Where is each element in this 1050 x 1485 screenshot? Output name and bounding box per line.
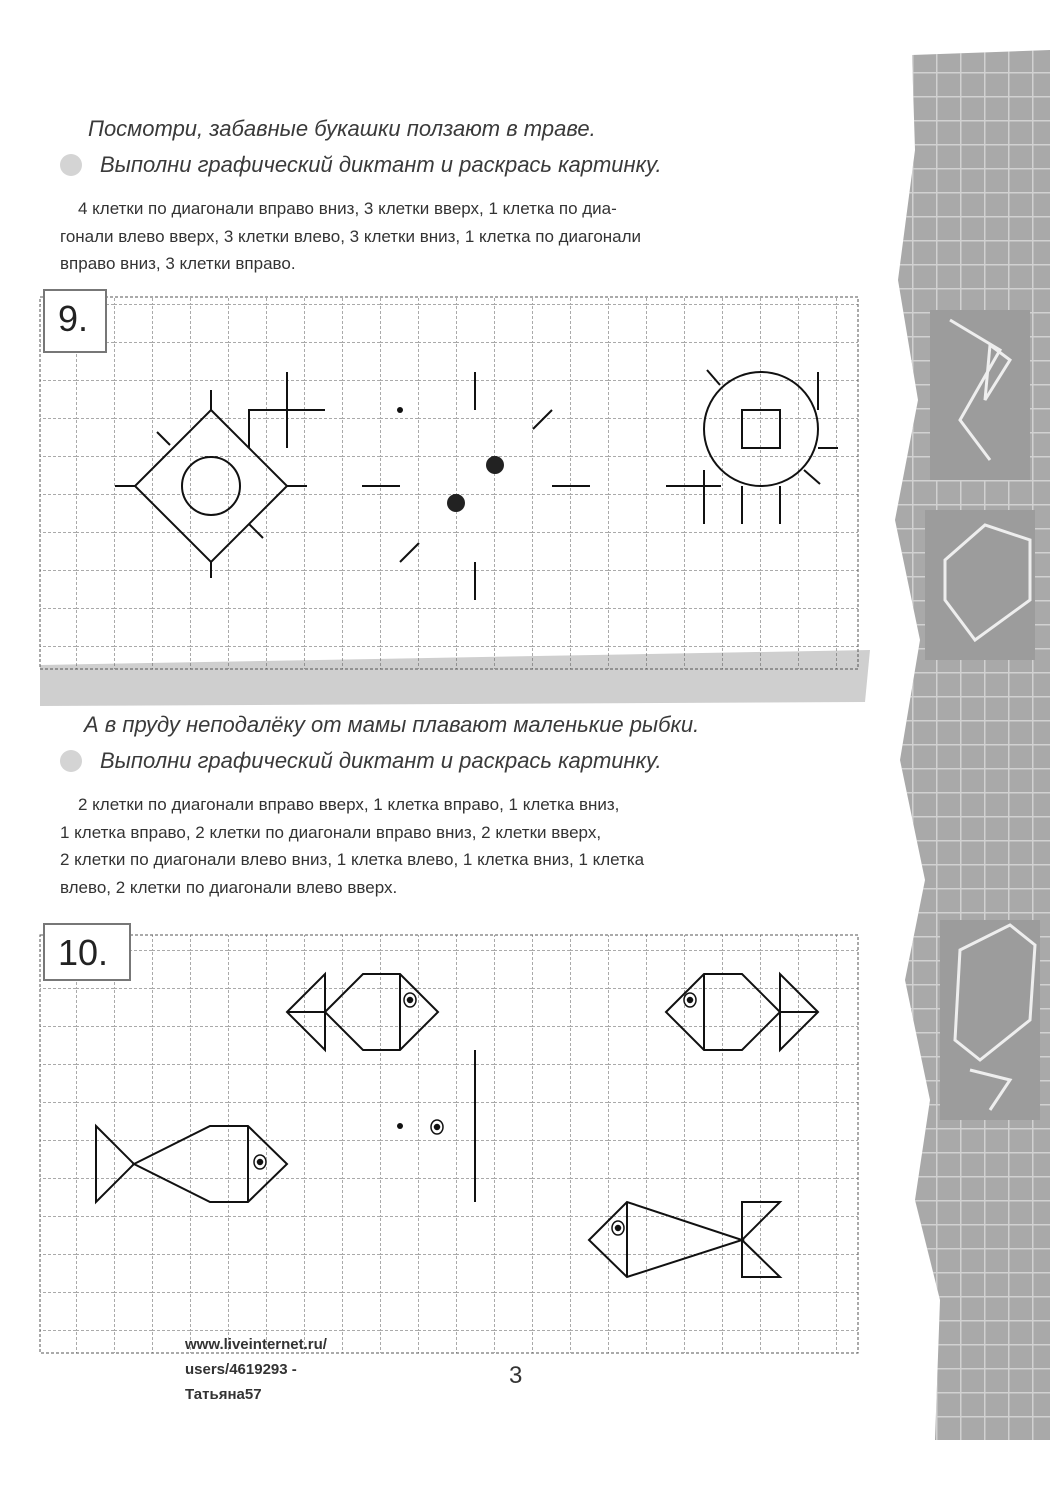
section2-instruction-line: 2 клетки по диагонали вправо вверх, 1 клетка вправо, 1 клетка вниз, bbox=[78, 795, 620, 814]
section2-instruction-line: влево, 2 клетки по диагонали влево вверх. bbox=[60, 877, 398, 897]
source-line: Татьяна57 bbox=[185, 1386, 262, 1403]
section1-instruction-line: гонали влево вверх, 3 клетки влево, 3 клетки вниз, 1 клетка по диагонали bbox=[60, 226, 642, 246]
source-line: users/4619293 - bbox=[185, 1361, 297, 1378]
task-number-10: 10. bbox=[58, 932, 109, 973]
dot-9-a bbox=[397, 407, 403, 413]
dot-9-c bbox=[447, 494, 465, 512]
task-number-9: 9. bbox=[58, 298, 89, 339]
grid-10 bbox=[40, 935, 858, 1353]
section1-instructions bbox=[60, 195, 855, 278]
section2-heading-line1: А в пруду неподалёку от мамы плавают маленькие рыбки. bbox=[84, 712, 700, 737]
section2-heading-line2: Выполни графический диктант и раскрась картинку. bbox=[100, 748, 662, 773]
source-watermark bbox=[185, 1332, 327, 1407]
section1-heading-line1: Посмотри, забавные букашки ползают в траве. bbox=[88, 116, 596, 141]
section1-instruction-line: вправо вниз, 3 клетки вправо. bbox=[60, 254, 296, 273]
lightbulb-icon bbox=[60, 154, 82, 176]
page-number: 3 bbox=[509, 1362, 523, 1389]
dot-10-a bbox=[397, 1123, 403, 1129]
lightbulb-icon bbox=[60, 750, 82, 772]
section2-instruction-line: 1 клетка вправо, 2 клетки по диагонали вправо вниз, 2 клетки вверх, bbox=[60, 822, 602, 842]
decorative-side-strip bbox=[895, 50, 1050, 1440]
source-line: www.liveinternet.ru/ bbox=[185, 1336, 327, 1353]
section1-heading-line2: Выполни графический диктант и раскрась картинку. bbox=[100, 152, 662, 177]
dot-9-b bbox=[486, 456, 504, 474]
section2-instructions bbox=[60, 791, 855, 901]
grid-9 bbox=[40, 297, 858, 669]
section1-instruction-line: 4 клетки по диагонали вправо вниз, 3 клетки вверх, 1 клетка по диа- bbox=[78, 199, 617, 218]
section2-instruction-line: 2 клетки по диагонали влево вниз, 1 клетка влево, 1 клетка вниз, 1 клетка bbox=[60, 850, 645, 869]
